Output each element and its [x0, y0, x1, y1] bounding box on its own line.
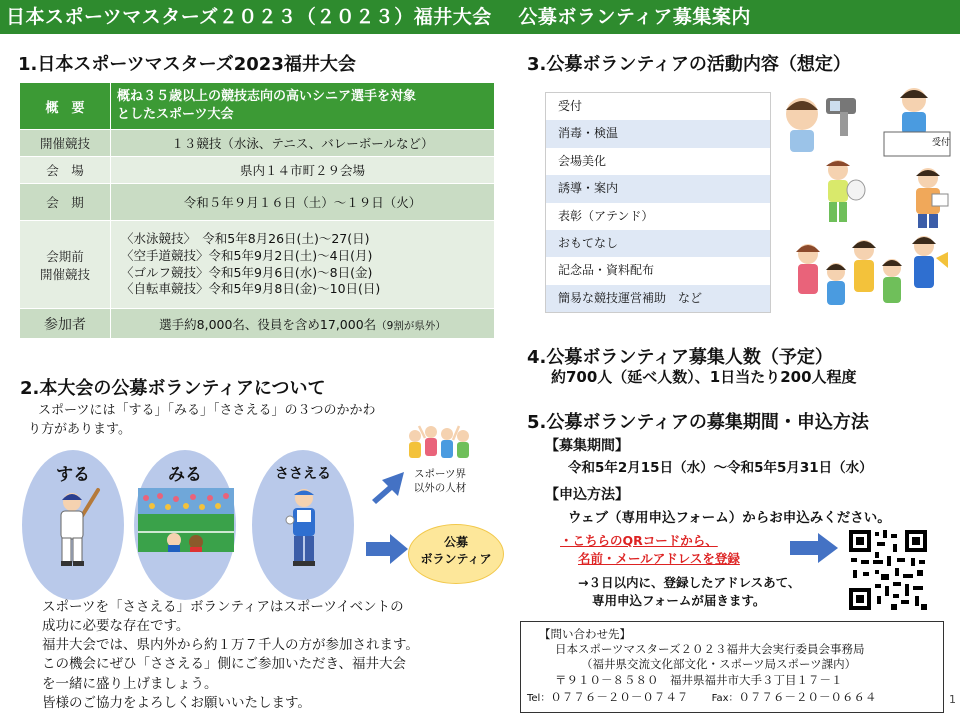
- list-item: 記念品・資料配布: [546, 257, 770, 284]
- page-title: 日本スポーツマスターズ２０２３（２０２３）福井大会 公募ボランティア募集案内: [0, 0, 960, 34]
- period-label: 【募集期間】: [545, 438, 629, 454]
- volunteer-illustration: [282, 486, 326, 570]
- list-item: 表彰（アテンド）: [546, 203, 770, 230]
- crowd-illustration: [405, 422, 475, 464]
- qr-instruction[interactable]: ・こちらのQRコードから、 名前・メールアドレスを登録: [560, 533, 740, 567]
- contact-address: 〒９１０－８５８０ 福井県福井市大手３丁目１７－１: [555, 673, 843, 687]
- sasaeru-label: ささえる: [275, 466, 331, 482]
- list-item: 受付: [546, 93, 770, 120]
- qr-code[interactable]: [849, 530, 927, 610]
- row-value: 令和５年９月１６日（土）～１９日（火）: [111, 184, 495, 221]
- section2-heading: 2.本大会の公募ボランティアについて: [20, 378, 326, 399]
- list-item: 消毒・検温: [546, 120, 770, 147]
- volunteer-cloud-text: 公募 ボランティア: [420, 535, 492, 566]
- right-arrow-icon: [366, 534, 408, 564]
- list-item: 簡易な競技運営補助 など: [546, 285, 770, 312]
- method-label: 【申込方法】: [545, 487, 629, 503]
- reception-sign: 受付: [932, 137, 951, 147]
- row-value: 概ね３５歳以上の競技志向の高いシニア選手を対象 としたスポーツ大会: [111, 83, 495, 130]
- row-value: 選手約8,000名、役員を含め17,000名（9割が県外）: [111, 309, 495, 339]
- row-value: 〈水泳競技〉 令和5年8月26日(土)～27(日) 〈空手道競技〉令和5年9月2日(土)～4日(月) 〈ゴルフ競技〉令和5年9月6日(水)～8日(金) 〈自転車競技〉令和5年9月8日(金)～10日(日): [111, 221, 495, 309]
- row-label: 概 要: [20, 83, 111, 130]
- row-label: 会期前 開催競技: [20, 221, 111, 309]
- contact-box: [520, 621, 944, 713]
- suru-label: する: [56, 465, 90, 485]
- baseball-player-illustration: [44, 486, 104, 570]
- tel-number: ０７７６－２０－０７４７: [550, 690, 689, 704]
- contact-label: 【問い合わせ先】: [539, 627, 631, 641]
- right-arrow-icon: [790, 533, 838, 563]
- reception-illustration: [880, 82, 952, 158]
- cleanup-illustration: [812, 156, 868, 226]
- table-row: [20, 184, 495, 221]
- contact-org: 日本スポーツマスターズ２０２３福井大会実行委員会事務局: [555, 642, 865, 656]
- thermometer-illustration: [780, 90, 864, 152]
- row-label: 会 期: [20, 184, 111, 221]
- activity-list: [545, 92, 771, 313]
- fax-number: ０７７６－２０－０６６４: [738, 690, 877, 704]
- list-item: 誘導・案内: [546, 175, 770, 202]
- page-number: 1: [949, 693, 956, 706]
- stadium-illustration: [138, 488, 234, 552]
- miru-label: みる: [168, 465, 202, 485]
- row-label: 開催競技: [20, 130, 111, 157]
- table-row: [20, 221, 495, 309]
- overview-table: [19, 82, 495, 339]
- section3-heading: 3.公募ボランティアの活動内容（想定）: [527, 54, 851, 75]
- method-value: ウェブ（専用申込フォーム）からお申込みください。: [568, 510, 891, 526]
- contact-tel-fax: Tel：０７７６－２０－０７４７ Fax：０７７６－２０－０６６４: [527, 690, 877, 704]
- period-value: 令和5年2月15日（水）～令和5年5月31日（水）: [568, 460, 873, 476]
- row-label: 参加者: [20, 309, 111, 339]
- section5-heading: 5.公募ボランティアの募集期間・申込方法: [527, 412, 869, 433]
- table-row: [20, 157, 495, 184]
- list-item: おもてなし: [546, 230, 770, 257]
- table-row: [20, 309, 495, 339]
- row-label: 会 場: [20, 157, 111, 184]
- outside-people-label: スポーツ界 以外の人材: [413, 468, 467, 494]
- section2-intro-line2: り方があります。: [28, 422, 131, 437]
- row-value: 県内１４市町２９会場: [111, 157, 495, 184]
- reply-note: →３日以内に、登録したアドレスあて、 専用申込フォームが届きます。: [578, 575, 801, 609]
- contact-dept: （福井県交流文化部文化・スポーツ局スポーツ課内）: [581, 657, 857, 671]
- section2-intro-line1: スポーツには「する」「みる」「ささえる」の３つのかかわ: [38, 403, 376, 418]
- table-row: [20, 130, 495, 157]
- row-value: １３競技（水泳、テニス、バレーボールなど）: [111, 130, 495, 157]
- section4-heading: 4.公募ボランティア募集人数（予定）: [527, 347, 833, 368]
- guided-group-illustration: [790, 228, 950, 314]
- guide-illustration: [902, 164, 958, 230]
- section2-body: スポーツを「ささえる」ボランティアはスポーツイベントの 成功に必要な存在です。 福井大会では、県内外から約１万７千人の方が参加されます。 この機会にぜひ「ささえる」側にご参加いただき、福井大会 を一緒に盛り上げましょう。 皆様のご協力をよろしくお願いいたします。: [42, 599, 419, 711]
- list-item: 会場美化: [546, 148, 770, 175]
- section4-detail: 約700人（延べ人数）、1日当たり200人程度: [551, 368, 857, 386]
- section1-heading: 1.日本スポーツマスターズ2023福井大会: [18, 54, 356, 75]
- diagonal-arrow-icon: [370, 470, 410, 504]
- table-row: [20, 83, 495, 130]
